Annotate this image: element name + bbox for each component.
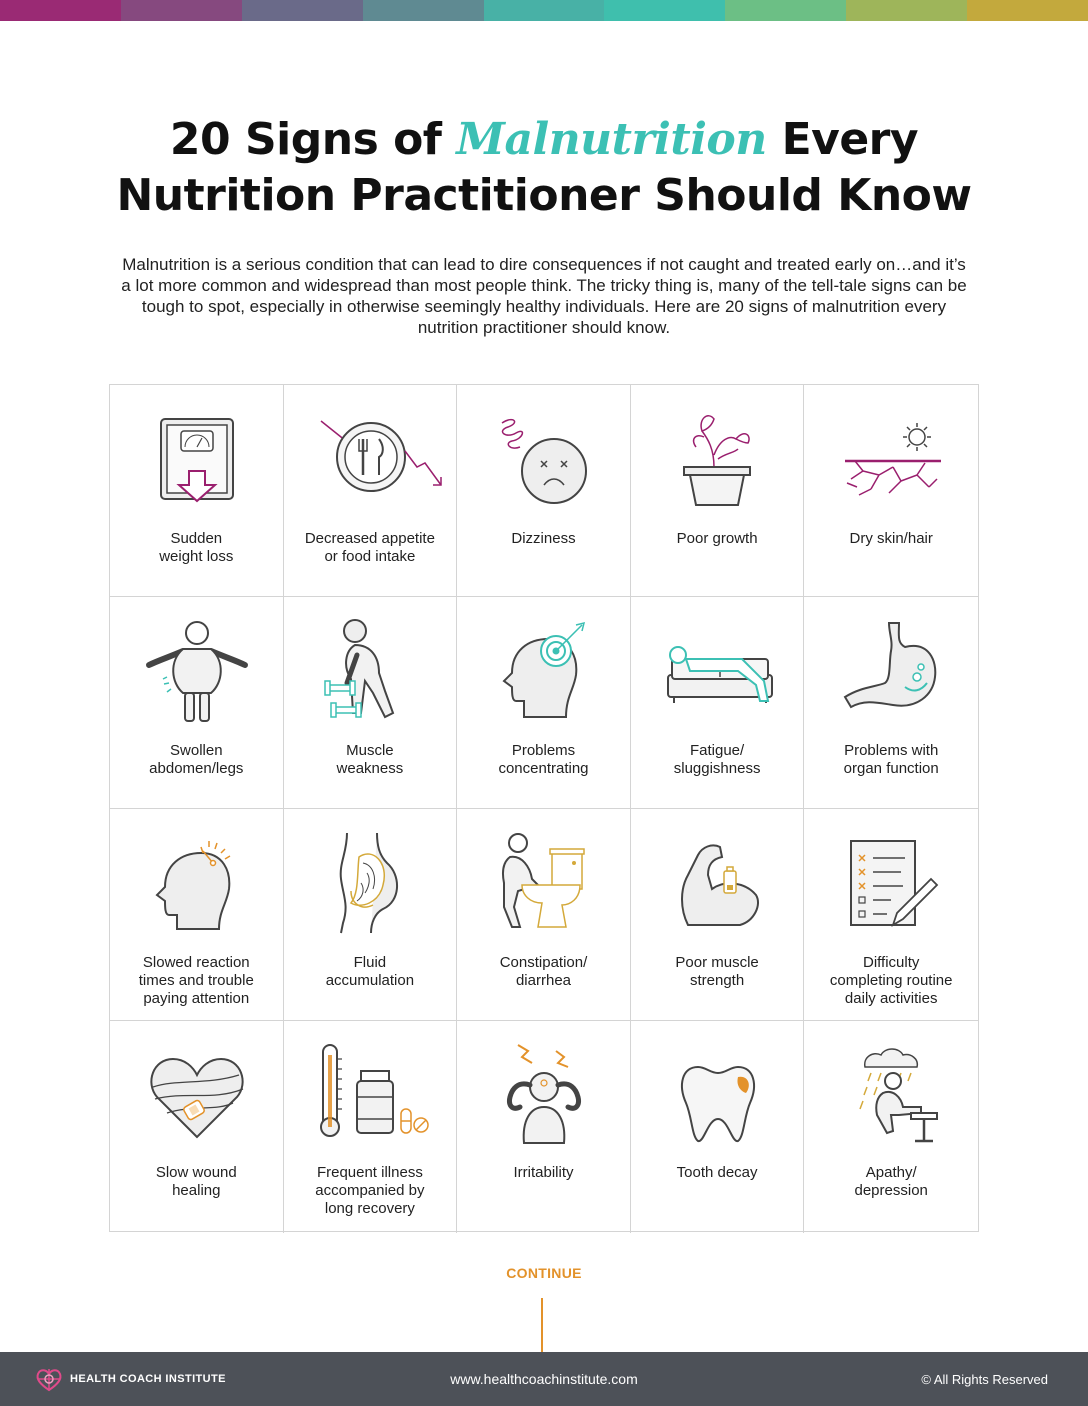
sign-label: Fluid accumulation [325, 954, 415, 989]
bandaged-heart-icon [147, 1045, 247, 1145]
plate-downtrend-icon [321, 409, 421, 509]
top-stripe-segment [725, 0, 846, 21]
sign-card [284, 385, 458, 597]
wilted-plant-icon [668, 409, 768, 509]
sign-card [804, 597, 978, 809]
sign-card [631, 809, 805, 1021]
sign-card [110, 809, 284, 1021]
sign-label: Difficulty completing routine daily activities [829, 954, 953, 1007]
title-line1-prefix: 20 Signs of [169, 114, 457, 165]
top-stripe-segment [967, 0, 1088, 21]
dizzy-face-icon [494, 409, 594, 509]
sign-card [631, 597, 805, 809]
head-gauge-icon [147, 833, 247, 933]
title-line1-suffix: Every [766, 114, 919, 165]
sign-label: Irritability [513, 1164, 574, 1181]
signs-grid [109, 384, 979, 1232]
sign-label: Fatigue/ sluggishness [673, 742, 761, 777]
scale-down-icon [147, 409, 247, 509]
sign-card [110, 597, 284, 809]
top-stripe-segment [242, 0, 363, 21]
sign-label: Swollen abdomen/legs [149, 742, 244, 777]
sign-label: Problems concentrating [498, 742, 589, 777]
continue-divider-line [541, 1298, 543, 1352]
footer-copyright: © All Rights Reserved [921, 1372, 1048, 1387]
sign-label: Constipation/ diarrhea [499, 954, 588, 989]
footer-brand-name: HEALTH COACH INSTITUTE [70, 1373, 226, 1385]
sign-label: Tooth decay [676, 1164, 758, 1181]
continue-link[interactable]: CONTINUE [506, 1265, 582, 1281]
sign-card [284, 597, 458, 809]
sign-label: Decreased appetite or food intake [304, 530, 435, 565]
swollen-body-icon [147, 621, 247, 721]
top-stripe-segment [604, 0, 725, 21]
top-stripe-segment [0, 0, 121, 21]
stomach-icon [841, 621, 941, 721]
sign-card [804, 1021, 978, 1233]
sign-label: Dry skin/hair [849, 530, 933, 547]
top-stripe-segment [846, 0, 967, 21]
sign-label: Problems with organ function [843, 742, 939, 777]
sign-card [284, 1021, 458, 1233]
sign-label: Muscle weakness [336, 742, 404, 777]
sign-card [804, 385, 978, 597]
checklist-pencil-icon [841, 833, 941, 933]
sign-card [804, 809, 978, 1021]
toilet-person-icon [494, 833, 594, 933]
weak-person-dumbbell-icon [321, 621, 421, 721]
sign-label: Slowed reaction times and trouble paying attention [138, 954, 254, 1007]
rain-cloud-person-icon [841, 1045, 941, 1145]
page-title [0, 112, 1088, 224]
sign-card [631, 1021, 805, 1233]
frustrated-person-icon [494, 1045, 594, 1145]
top-color-stripe [0, 0, 1088, 21]
top-stripe-segment [121, 0, 242, 21]
sign-card [457, 385, 631, 597]
footer-bar [0, 1352, 1088, 1406]
sign-card [457, 597, 631, 809]
cracked-ground-icon [841, 409, 941, 509]
sign-label: Frequent illness accompanied by long recovery [315, 1164, 425, 1217]
sign-label: Dizziness [511, 530, 576, 547]
sign-label: Poor muscle strength [675, 954, 759, 989]
sign-card [110, 385, 284, 597]
title-script-word: Malnutrition [456, 114, 767, 165]
head-target-icon [494, 621, 594, 721]
sign-card [457, 1021, 631, 1233]
intro-paragraph: Malnutrition is a serious condition that can lead to dire consequences if not caught and treated early on…and it’s a lot more common and widespread than most people think. The tricky thing is, many of the tell-tale signs can be tough to spot, especially in otherwise seemingly healthy individuals. Here are 20 signs of malnutrition every nutrition practitioner should know. [121, 255, 967, 337]
footer-website-link[interactable]: www.healthcoachinstitute.com [450, 1371, 638, 1387]
thermometer-medicine-icon [321, 1045, 421, 1145]
decayed-tooth-icon [668, 1045, 768, 1145]
body-fluid-icon [321, 833, 421, 933]
title-line2: Nutrition Practitioner Should Know [116, 170, 972, 221]
sign-label: Sudden weight loss [159, 530, 234, 565]
top-stripe-segment [363, 0, 484, 21]
arm-battery-icon [668, 833, 768, 933]
couch-person-icon [668, 621, 768, 721]
sign-label: Slow wound healing [155, 1164, 237, 1199]
top-stripe-segment [484, 0, 605, 21]
sign-card [631, 385, 805, 597]
sign-label: Poor growth [676, 530, 758, 547]
sign-label: Apathy/ depression [854, 1164, 928, 1199]
sign-card [284, 809, 458, 1021]
sign-card [457, 809, 631, 1021]
sign-card [110, 1021, 284, 1233]
